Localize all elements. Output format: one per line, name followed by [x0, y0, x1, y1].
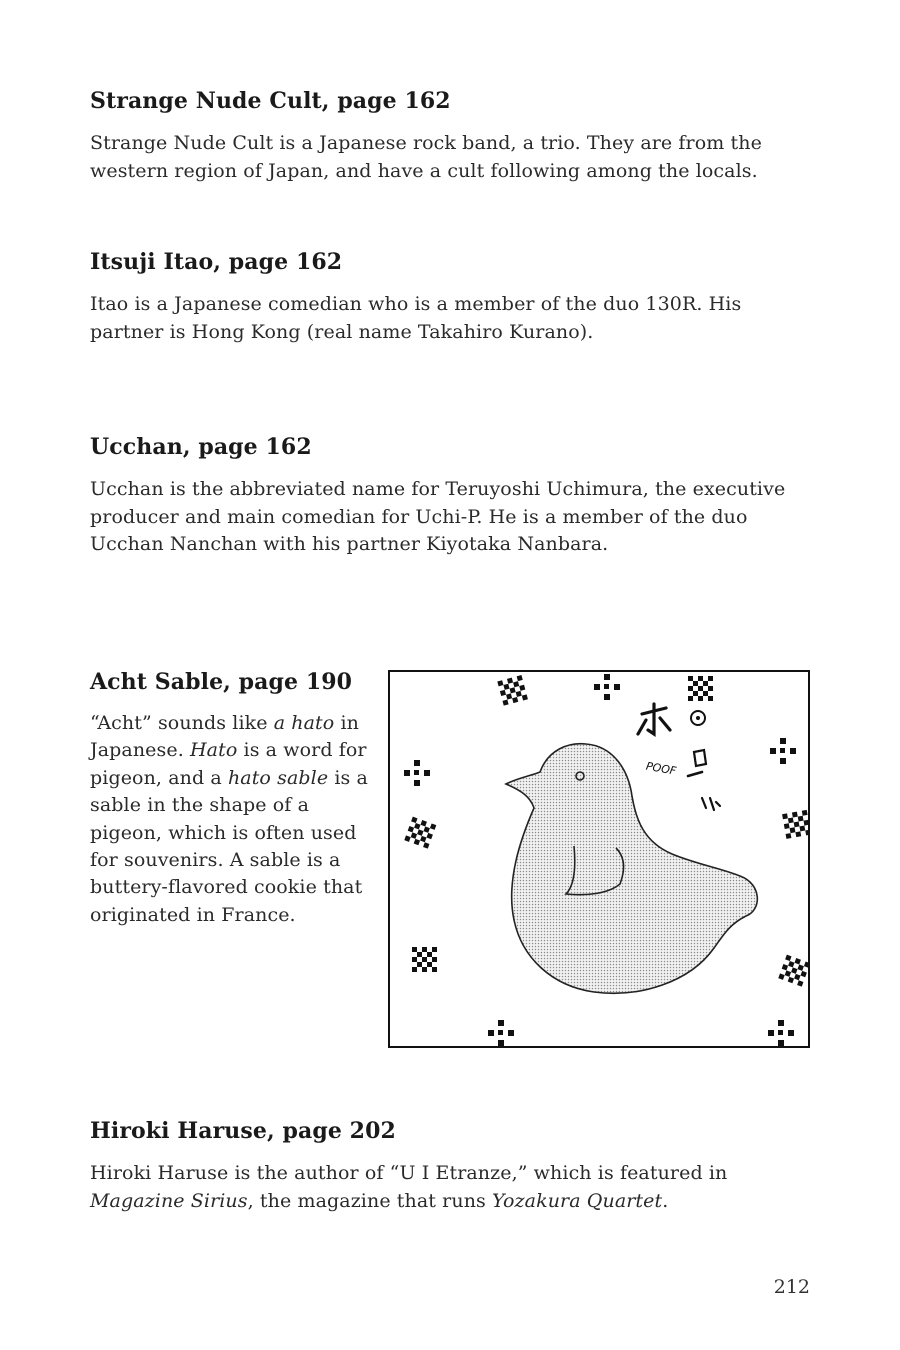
body-part: is a sable in the shape of a pigeon, which is often used for souvenirs. A sable is a buttery-flavored cookie that originated in France. [90, 766, 368, 926]
pigeon-sable-illustration [388, 670, 810, 1048]
entry-body [90, 710, 380, 929]
body-part-italic: Yozakura Quartet [492, 1189, 663, 1212]
page-number: 212 [773, 1276, 810, 1298]
entry-acht-sable [90, 669, 380, 929]
manga-panel [390, 672, 808, 1046]
body-part-italic: a hato [273, 712, 335, 734]
body-part-italic: Magazine Sirius [90, 1189, 248, 1212]
body-part-italic: Hato [190, 739, 238, 762]
body-part: Hiroki Haruse is the author of “U I Etranze,” which is featured in [90, 1162, 728, 1184]
body-part-italic: hato sable [227, 766, 329, 789]
entry-strange-nude-cult [90, 88, 820, 185]
sfx-katakana-mark [638, 704, 720, 810]
body-part: . [662, 1189, 669, 1212]
sfx-label: POOF [644, 759, 678, 778]
entry-body: Ucchan is the abbreviated name for Teruyoshi Uchimura, the executive producer and main comedian for Uchi-P. He is a member of the duo Ucchan Nanchan with his partner Kiyotaka Nanbara. [90, 478, 786, 555]
entry-hiroki-haruse [90, 1118, 820, 1215]
entry-body: Strange Nude Cult is a Japanese rock band, a trio. They are from the western region of Japan, and have a cult following among the locals. [90, 132, 762, 182]
entry-title: Ucchan, page 162 [90, 434, 312, 460]
body-part: in Japanese. [90, 712, 359, 762]
entry-title: Itsuji Itao, page 162 [90, 249, 343, 275]
entry-body: Itao is a Japanese comedian who is a member of the duo 130R. His partner is Hong Kong (real name Takahiro Kurano). [90, 293, 742, 343]
pigeon-sable-shape [506, 744, 757, 994]
body-part: “Acht” sounds like [90, 712, 274, 734]
entry-itsuji-itao [90, 249, 820, 346]
entry-body [90, 1160, 820, 1215]
body-part: , the magazine that runs [247, 1189, 493, 1212]
entry-title: Acht Sable, page 190 [90, 669, 353, 695]
body-part: is a word for pigeon, and a [90, 739, 367, 789]
entry-title: Strange Nude Cult, page 162 [90, 88, 451, 114]
entry-title: Hiroki Haruse, page 202 [90, 1118, 396, 1144]
entry-ucchan [90, 434, 820, 559]
